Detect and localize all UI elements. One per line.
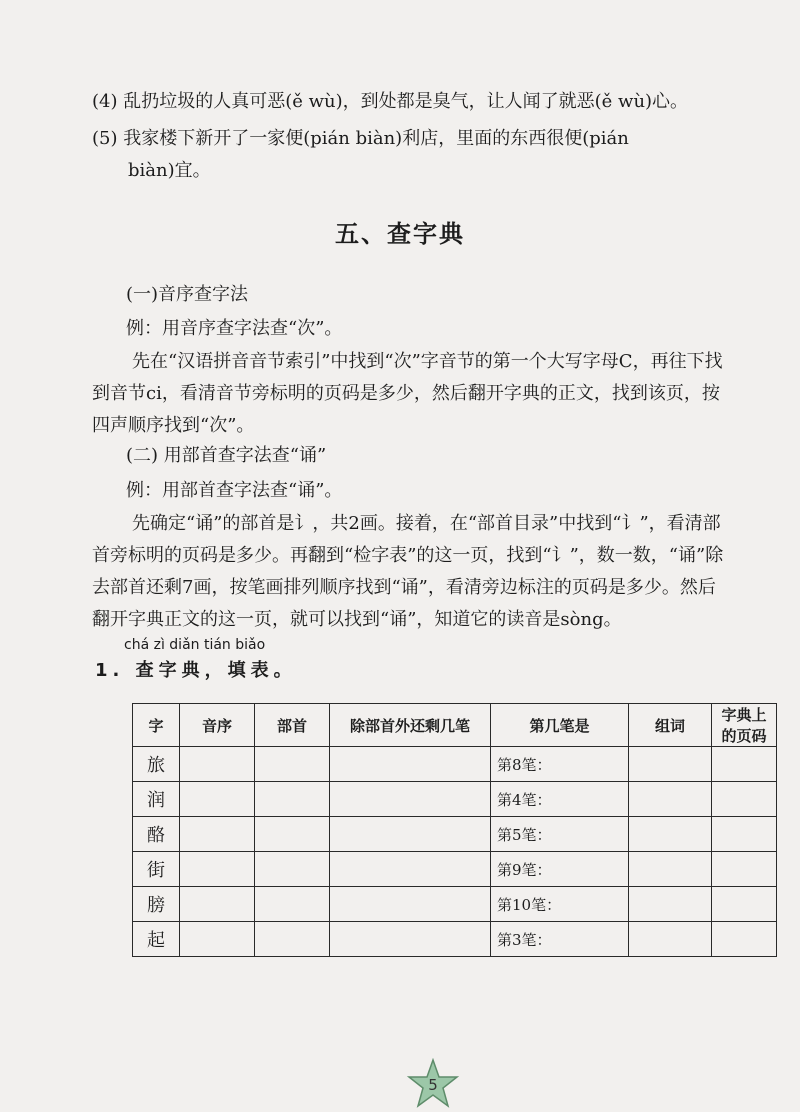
word-cell[interactable]: [629, 747, 712, 782]
page-cell[interactable]: [712, 887, 777, 922]
initial-cell[interactable]: [180, 817, 255, 852]
method2-body: 先确定“诵”的部首是讠，共2画。接着，在“部首目录”中找到“讠”，看清部首旁标明的页码是多少。再翻到“检字表”的这一页，找到“讠”，数一数，“诵”除去部首还剩7画，按笔画排列顺序找到“诵”，看清旁边标注的页码是多少。然后翻开字典正文的这一页，就可以找到“诵”，知道它的读音是sòng。: [92, 513, 724, 630]
table-row: [133, 852, 777, 887]
table-row: [133, 922, 777, 957]
radical-cell[interactable]: [255, 922, 330, 957]
page-cell[interactable]: [712, 852, 777, 887]
row-char: 润: [133, 782, 180, 817]
method1-body: 先在“汉语拼音音节索引”中找到“次”字音节的第一个大写字母C，再往下找到音节ci，看清音节旁标明的页码是多少，然后翻开字典的正文，找到该页，按四声顺序找到“次”。: [92, 351, 723, 436]
page-cell[interactable]: [712, 817, 777, 852]
table-row: [133, 887, 777, 922]
row-char: 酪: [133, 817, 180, 852]
remaining-strokes-cell[interactable]: [330, 782, 491, 817]
initial-cell[interactable]: [180, 782, 255, 817]
method1-example: 例：用音序查字法查“次”。: [126, 318, 343, 339]
row-char: 起: [133, 922, 180, 957]
col-remaining-strokes: 除部首外还剩几笔: [330, 704, 491, 747]
page-number-badge: [406, 1058, 460, 1112]
page-cell[interactable]: [712, 747, 777, 782]
item-5-text-line2: biàn)宜。: [128, 160, 211, 181]
col-initial: 音序: [180, 704, 255, 747]
exercise-pinyin: chá zì diǎn tián biǎo: [124, 637, 266, 653]
word-cell[interactable]: [629, 887, 712, 922]
col-nth-stroke: 第几笔是: [491, 704, 629, 747]
nth-stroke-cell[interactable]: 第9笔：: [491, 852, 629, 887]
table-header-row: [133, 704, 777, 747]
method2-example: 例：用部首查字法查“诵”。: [126, 480, 343, 501]
initial-cell[interactable]: [180, 922, 255, 957]
table-row: [133, 747, 777, 782]
remaining-strokes-cell[interactable]: [330, 922, 491, 957]
page-cell[interactable]: [712, 782, 777, 817]
nth-stroke-cell[interactable]: 第3笔：: [491, 922, 629, 957]
nth-stroke-cell[interactable]: 第5笔：: [491, 817, 629, 852]
nth-stroke-cell[interactable]: 第4笔：: [491, 782, 629, 817]
radical-cell[interactable]: [255, 817, 330, 852]
remaining-strokes-cell[interactable]: [330, 817, 491, 852]
col-char: 字: [133, 704, 180, 747]
nth-stroke-cell[interactable]: 第8笔：: [491, 747, 629, 782]
row-char: 旅: [133, 747, 180, 782]
table-row: [133, 782, 777, 817]
radical-cell[interactable]: [255, 782, 330, 817]
initial-cell[interactable]: [180, 852, 255, 887]
radical-cell[interactable]: [255, 852, 330, 887]
remaining-strokes-cell[interactable]: [330, 887, 491, 922]
section-title: 五、查字典: [335, 220, 465, 248]
word-cell[interactable]: [629, 852, 712, 887]
remaining-strokes-cell[interactable]: [330, 852, 491, 887]
col-radical: 部首: [255, 704, 330, 747]
radical-cell[interactable]: [255, 747, 330, 782]
exercise-title: 1. 查字典，填表。: [95, 660, 297, 681]
page-number: 5: [428, 1076, 438, 1094]
word-cell[interactable]: [629, 922, 712, 957]
initial-cell[interactable]: [180, 747, 255, 782]
row-char: 膀: [133, 887, 180, 922]
radical-cell[interactable]: [255, 887, 330, 922]
method2-title: (二) 用部首查字法查“诵”: [126, 445, 327, 466]
item-4-text: (4) 乱扔垃圾的人真可恶(ě wù)，到处都是臭气，让人闻了就恶(ě wù)心。: [92, 91, 689, 112]
dictionary-table: [132, 703, 777, 957]
item-5-text-line1: (5) 我家楼下新开了一家便(pián biàn)利店，里面的东西很便(pián: [92, 128, 629, 149]
word-cell[interactable]: [629, 782, 712, 817]
col-word: 组词: [629, 704, 712, 747]
table-row: [133, 817, 777, 852]
remaining-strokes-cell[interactable]: [330, 747, 491, 782]
page-cell[interactable]: [712, 922, 777, 957]
initial-cell[interactable]: [180, 887, 255, 922]
nth-stroke-cell[interactable]: 第10笔：: [491, 887, 629, 922]
col-page: 字典上的页码: [712, 704, 777, 747]
row-char: 街: [133, 852, 180, 887]
method1-title: (一)音序查字法: [126, 284, 249, 305]
word-cell[interactable]: [629, 817, 712, 852]
